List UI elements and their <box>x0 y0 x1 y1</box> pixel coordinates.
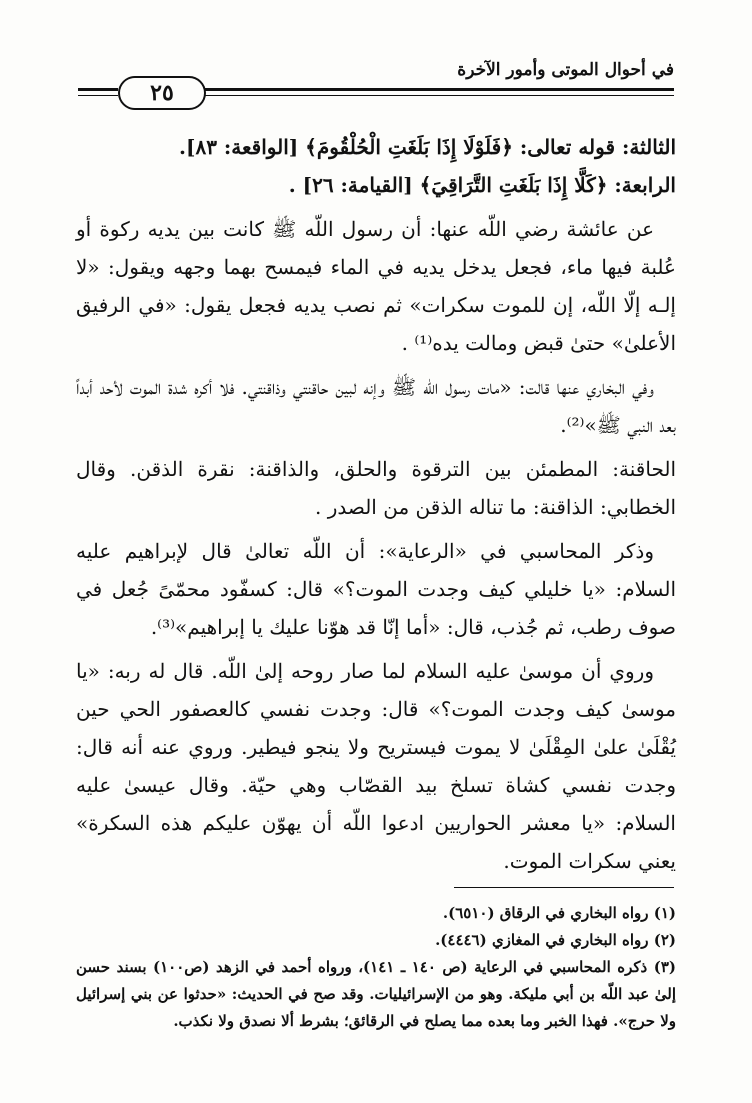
main-text <box>76 128 676 880</box>
footnote-2: (٢) رواه البخاري في المغازي (٤٤٤٦). <box>435 931 676 949</box>
page-header <box>78 58 674 108</box>
paragraph-definitions: الحاقنة: المطمئن بين الترقوة والحلق، والذاقنة: نقرة الذقن. وقال الخطابي: الذاقنة: ما تناله الذقن من الصدر . <box>76 457 676 519</box>
paragraph-aisha: عن عائشة رضي اللّه عنها: أن رسول اللّه ﷺ كانت بين يديه ركوة أو عُلبة فيها ماء، فجعل يدخل يديه في الماء فيمسح بهما وجهه ويقول: «لا إلـه إلّا اللّه، إن للموت سكرات» ثم نصب يديه فجعل يقول: «في الرفيق الأعلىٰ» حتىٰ قبض ومالت يده⁽¹⁾ . <box>76 217 676 355</box>
paragraph-ibrahim: وذكر المحاسبي في «الرعاية»: أن اللّه تعالىٰ قال لإبراهيم عليه السلام: «يا خليلي كيف وجدت الموت؟» قال: كسفّود محمّىً جُعل في صوف رطب، ثم جُذب، قال: «أما إنّا قد هوّنا عليك يا إبراهيم»⁽³⁾. <box>76 539 676 639</box>
running-title: في أحوال الموتى وأمور الآخرة <box>457 60 674 80</box>
paragraph-fourth: الرابعة: ﴿كَلَّا إِذَا بَلَغَتِ التَّرَاقِيَ﴾ [القيامة: ٢٦] . <box>288 173 676 197</box>
footnote-3: (٣) ذكره المحاسبي في الرعاية (ص ١٤٠ ـ ١٤١)، ورواه أحمد في الزهد (ص١٠٠) بسند حسن إلىٰ عبد اللّه بن أبي مليكة. وهو من الإسرائيليات. وقد صح في الحديث: «حدثوا عن بني إسرائيل ولا حرج». فهذا الخبر وما بعده مما يصلح في الرقائق؛ بشرط ألا نصدق ولا نكذب. <box>76 958 676 1030</box>
footnote-1: (١) رواه البخاري في الرقاق (٦٥١٠). <box>442 904 676 922</box>
footnotes <box>76 900 676 1035</box>
footnote-separator <box>454 887 674 888</box>
page-number-rule <box>78 84 118 98</box>
paragraph-third: الثالثة: قوله تعالى: ﴿فَلَوْلَا إِذَا بَلَغَتِ الْحُلْقُومَ﴾ [الواقعة: ٨٣]. <box>179 135 676 159</box>
paragraph-musa: وروي أن موسىٰ عليه السلام لما صار روحه إلىٰ اللّه. قال له ربه: «يا موسىٰ كيف وجدت الموت؟» قال: وجدت نفسي كالعصفور الحي حين يُقْلَىٰ علىٰ المِقْلَىٰ لا يموت فيستريح ولا ينجو فيطير. وروي عنه أنه قال: وجدت نفسي كشاة تسلخ بيد القصّاب وهي حيّة. وقال عيسىٰ عليه السلام: «يا معشر الحواريين ادعوا اللّه أن يهوّن عليكم هذه السكرة» يعني سكرات الموت. <box>76 659 676 873</box>
page-number: ٢٥ <box>118 76 206 110</box>
paragraph-bukhari: وفي البخاري عنها قالت: «مات رسول اللّه ﷺ وإنه لبين حاقنتي وذاقنتي. فلا أكره شدة الموت لأحد أبداً بعد النبي ﷺ»⁽²⁾. <box>76 375 676 437</box>
